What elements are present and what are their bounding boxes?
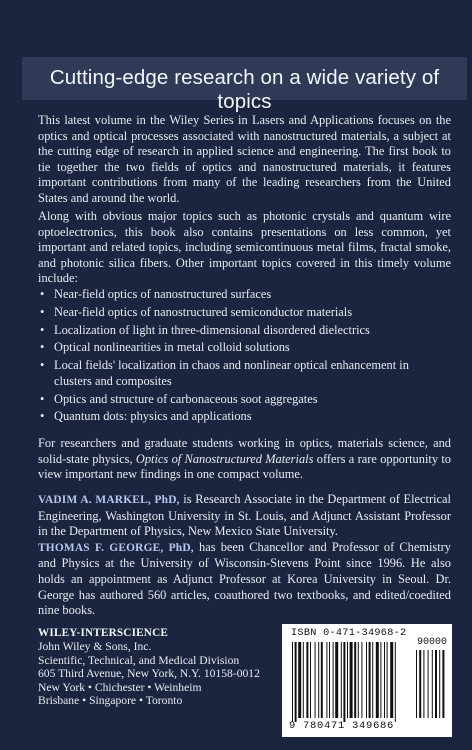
bullet-icon: • bbox=[40, 391, 45, 406]
barcode-bar bbox=[369, 642, 371, 718]
price-code: 90000 bbox=[417, 637, 448, 648]
barcode-bar bbox=[366, 642, 367, 718]
barcode-bar bbox=[298, 642, 301, 718]
barcode-bar bbox=[354, 642, 356, 718]
headline-band bbox=[22, 57, 467, 113]
barcode-bar bbox=[326, 642, 327, 718]
barcode-box bbox=[282, 624, 452, 737]
barcode-bar bbox=[321, 642, 323, 718]
publisher-line: Scientific, Technical, and Medical Division bbox=[38, 653, 240, 667]
list-item bbox=[40, 409, 445, 425]
list-item-text: Localization of light in three-dimensional disordered dielectrics bbox=[54, 322, 370, 337]
barcode-bar bbox=[380, 642, 381, 718]
publisher-line: New York • Chichester • Weinheim bbox=[38, 680, 202, 694]
barcode-bar bbox=[341, 642, 342, 718]
addon-barcode-bar bbox=[428, 650, 429, 718]
author-bio-markel bbox=[38, 492, 451, 540]
headline: Cutting-edge research on a wide variety of topics bbox=[49, 66, 440, 113]
audience-text-end: offers a rare opportunity to view important new findings in one compact volume. bbox=[38, 451, 452, 482]
list-item bbox=[40, 340, 445, 356]
bullet-icon: • bbox=[40, 409, 45, 424]
list-item-text: Near-field optics of nanostructured semiconductor materials bbox=[54, 304, 353, 319]
publisher-line: Brisbane • Singapore • Toronto bbox=[38, 694, 183, 708]
publisher-line: 605 Third Avenue, New York, N.Y. 10158-0012 bbox=[38, 667, 260, 681]
author-name: VADIM A. MARKEL, PhD, bbox=[38, 494, 180, 506]
author-bio-text: is Research Associate in the Department of Electrical Engineering, Washington University in St. Louis, and Adjunct Assistant Professor in the Department of Physics, New Mexico State University. bbox=[38, 492, 451, 539]
list-item bbox=[40, 358, 445, 389]
audience-text-start: For researchers and graduate students working in optics, materials science, and solid-state physics, bbox=[38, 436, 451, 466]
publisher-line: John Wiley & Sons, Inc. bbox=[38, 640, 152, 654]
barcode-bar bbox=[315, 642, 316, 718]
list-item bbox=[40, 323, 445, 339]
list-item-text: Local fields' localization in chaos and nonlinear optical enhancement in clusters and composites bbox=[54, 358, 409, 388]
barcode-bar bbox=[361, 642, 362, 718]
topics-paragraph bbox=[38, 209, 451, 287]
isbn-number: ISBN 0-471-34968-2 bbox=[291, 628, 407, 639]
audience-paragraph bbox=[38, 436, 451, 483]
list-item bbox=[40, 392, 445, 408]
barcode-bar bbox=[295, 642, 297, 722]
author-bio-george bbox=[38, 540, 451, 619]
intro-text: This latest volume in the Wiley Series in Lasers and Applications focuses on the optics and optical processes associated with nanostructured materials, a subject at the cutting edge of research in applied science and engineering. The first book to tie together the two fields of optics and nanostructured materials, it features important contributions from many of the leading researchers from the United States and around the world. bbox=[38, 113, 451, 205]
list-item-text: Optics and structure of carbonaceous soot aggregates bbox=[54, 391, 318, 406]
addon-barcode-bar bbox=[432, 650, 433, 718]
publisher-block bbox=[38, 627, 278, 707]
bullet-icon: • bbox=[40, 287, 45, 301]
bullet-icon: • bbox=[40, 358, 45, 373]
barcode-bar bbox=[384, 642, 385, 718]
bullet-icon: • bbox=[40, 322, 45, 337]
list-item bbox=[40, 305, 445, 321]
author-bio-text: has been Chancellor and Professor of Chemistry and Physics at the University of Wisconsin-Stevens Point since 1996. He also holds an appointment as Adjunct Professor at Korea University in Seoul. Dr. George has authored 560 articles, coauthored two textbooks, and edited/coedited nine books. bbox=[38, 539, 452, 618]
author-name: THOMAS F. GEORGE, PhD, bbox=[38, 541, 194, 554]
book-title: Optics of Nanostructured Materials bbox=[135, 451, 314, 466]
author-bios bbox=[38, 492, 451, 619]
topics-text: Along with obvious major topics such as photonic crystals and quantum wire optoelectronics, this book also contains presentations on less common, yet important and related topics, including semicontinuous metal films, fractal smoke, and photonic silica fibers. Other important topics covered in this timely volume include: bbox=[38, 209, 451, 286]
barcode-bar bbox=[350, 642, 353, 718]
barcode-bar bbox=[306, 642, 308, 718]
barcode-bar bbox=[376, 642, 379, 718]
barcode-bar bbox=[387, 642, 388, 718]
barcode-bar bbox=[333, 642, 334, 718]
barcode-bar bbox=[390, 642, 393, 718]
bullet-icon: • bbox=[40, 340, 45, 355]
barcode-bar bbox=[372, 642, 373, 718]
addon-barcode-bar bbox=[442, 650, 444, 718]
barcode-bar bbox=[343, 642, 345, 722]
list-item-text: Near-field optics of nanostructured surfaces bbox=[54, 287, 272, 301]
list-item-text: Quantum dots: physics and applications bbox=[54, 409, 252, 424]
ean-number: 9 780471 349686 bbox=[289, 720, 395, 732]
intro-paragraph bbox=[38, 113, 451, 207]
list-item-text: Optical nonlinearities in metal colloid solutions bbox=[54, 340, 290, 355]
barcode-bar bbox=[329, 642, 330, 718]
bullet-icon: • bbox=[40, 304, 45, 319]
barcode-bar bbox=[358, 642, 359, 718]
topic-list bbox=[40, 287, 445, 427]
addon-barcode-bar bbox=[419, 650, 421, 718]
barcode-bar bbox=[292, 642, 293, 722]
addon-barcode-bar bbox=[423, 650, 424, 718]
addon-barcode-bar bbox=[435, 650, 437, 718]
barcode-bar bbox=[318, 642, 319, 718]
list-item bbox=[40, 287, 445, 303]
addon-barcode-bar bbox=[416, 650, 417, 718]
publisher-imprint: WILEY-INTERSCIENCE bbox=[38, 627, 169, 639]
barcode-bar bbox=[335, 642, 338, 718]
addon-barcode-bar bbox=[439, 650, 440, 718]
barcode-bar bbox=[310, 642, 311, 718]
barcode-bar bbox=[347, 642, 348, 718]
barcode-bar bbox=[395, 642, 396, 722]
barcode-bar bbox=[303, 642, 304, 718]
